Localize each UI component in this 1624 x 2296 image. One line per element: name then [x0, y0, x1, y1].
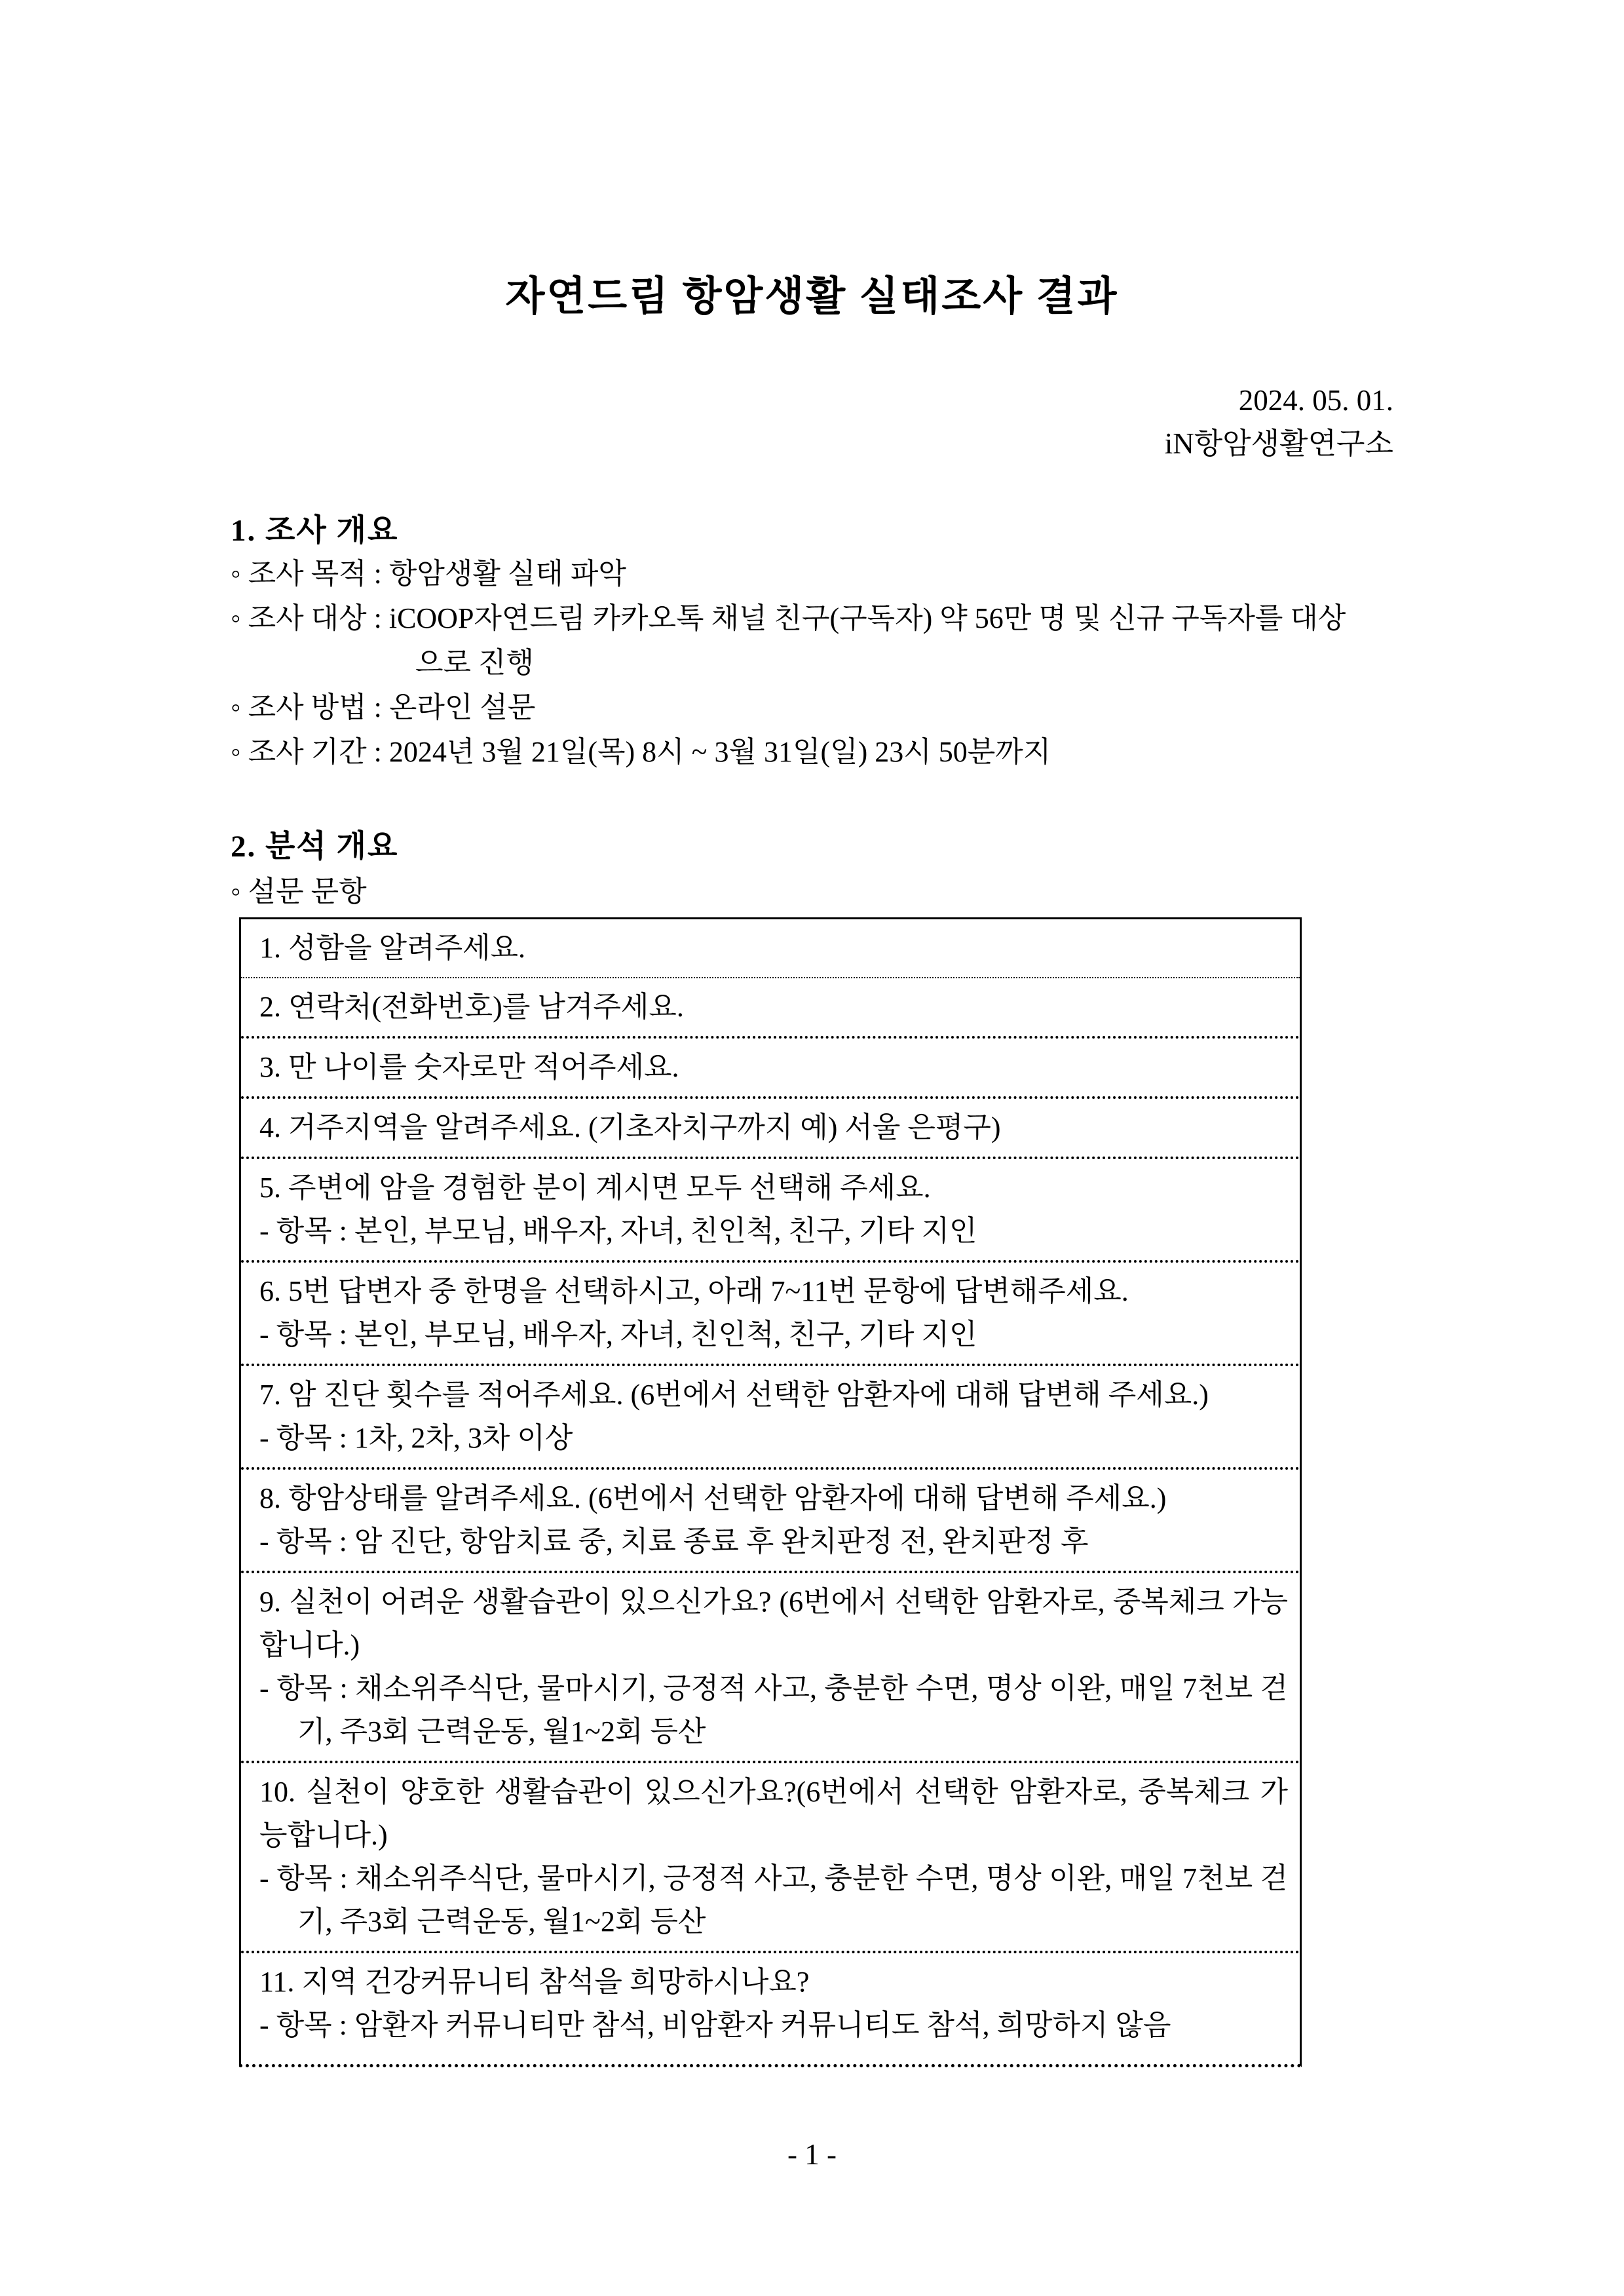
question-text: 9. 실천이 어려운 생활습관이 있으신가요? (6번에서 선택한 암환자로, 중복체크 가능합니다.)	[259, 1586, 1288, 1661]
page-number: - 1 -	[787, 2138, 837, 2171]
section-heading-analysis-overview: 2. 분석 개요	[231, 830, 399, 864]
question-row	[241, 1096, 1300, 1157]
question-items: - 항목 : 암환자 커뮤니티만 참석, 비암환자 커뮤니티도 참석, 희망하지 않음	[259, 2009, 1171, 2041]
question-text: 2. 연락처(전화번호)를 남겨주세요.	[259, 991, 684, 1023]
analysis-subheading-survey-questions: ◦ 설문 문항	[231, 875, 367, 908]
overview-line-method: ◦ 조사 방법 : 온라인 설문	[231, 691, 536, 723]
section-heading-survey-overview: 1. 조사 개요	[231, 514, 399, 548]
question-text: 8. 항암상태를 알려주세요. (6번에서 선택한 암환자에 대해 답변해 주세요.)	[259, 1482, 1167, 1514]
question-row	[241, 1467, 1300, 1571]
question-items: - 항목 : 본인, 부모님, 배우자, 자녀, 친인척, 친구, 기타 지인	[259, 1318, 977, 1350]
overview-line-period: ◦ 조사 기간 : 2024년 3월 21일(목) 8시 ~ 3월 31일(일) 23시 50분까지	[231, 736, 1051, 768]
question-row	[241, 977, 1300, 1036]
question-text: 7. 암 진단 횟수를 적어주세요. (6번에서 선택한 암환자에 대해 답변해 주세요.)	[259, 1379, 1209, 1411]
question-row	[241, 1571, 1300, 1761]
question-text: 5. 주변에 암을 경험한 분이 계시면 모두 선택해 주세요.	[259, 1172, 931, 1204]
question-row	[241, 1951, 1300, 2064]
question-text: 6. 5번 답변자 중 한명을 선택하시고, 아래 7~11번 문항에 답변해주세요.	[259, 1275, 1129, 1307]
question-text: 1. 성함을 알려주세요.	[259, 932, 526, 964]
question-text: 4. 거주지역을 알려주세요. (기초자치구까지 예) 서울 은평구)	[259, 1111, 1001, 1143]
question-row	[241, 1260, 1300, 1364]
overview-line-purpose: ◦ 조사 목적 : 항암생활 실태 파악	[231, 558, 626, 590]
question-items: - 항목 : 본인, 부모님, 배우자, 자녀, 친인척, 친구, 기타 지인	[259, 1215, 977, 1247]
question-items: - 항목 : 채소위주식단, 물마시기, 긍정적 사고, 충분한 수면, 명상 이완, 매일 7천보 걷기, 주3회 근력운동, 월1~2회 등산	[259, 1862, 1288, 1938]
question-text: 3. 만 나이를 숫자로만 적어주세요.	[259, 1051, 679, 1083]
question-items: - 항목 : 1차, 2차, 3차 이상	[259, 1422, 573, 1454]
overview-line-target-continued: 으로 진행	[415, 647, 535, 679]
survey-overview-list	[231, 552, 1403, 775]
document-meta	[1165, 379, 1393, 465]
question-text: 11. 지역 건강커뮤니티 참석을 희망하시나요?	[259, 1966, 810, 1998]
question-row	[241, 1364, 1300, 1467]
document-author: iN항암생활연구소	[1164, 427, 1393, 460]
question-row	[241, 1157, 1300, 1260]
question-items: - 항목 : 암 진단, 항암치료 중, 치료 종료 후 완치판정 전, 완치판정 후	[259, 1525, 1089, 1558]
document-title: 자연드림 항암생활 실태조사 결과	[505, 275, 1119, 319]
survey-questions-table	[239, 917, 1302, 2067]
question-row	[241, 1036, 1300, 1096]
question-items: - 항목 : 채소위주식단, 물마시기, 긍정적 사고, 충분한 수면, 명상 이완, 매일 7천보 걷기, 주3회 근력운동, 월1~2회 등산	[259, 1672, 1288, 1748]
question-row	[241, 919, 1300, 977]
overview-line-target: ◦ 조사 대상 : iCOOP자연드림 카카오톡 채널 친구(구독자) 약 56만 명 및 신규 구독자를 대상	[231, 602, 1346, 634]
document-date: 2024. 05. 01.	[1238, 384, 1393, 417]
question-row	[241, 1761, 1300, 1951]
question-text: 10. 실천이 양호한 생활습관이 있으신가요?(6번에서 선택한 암환자로, 중복체크 가능합니다.)	[259, 1776, 1288, 1851]
